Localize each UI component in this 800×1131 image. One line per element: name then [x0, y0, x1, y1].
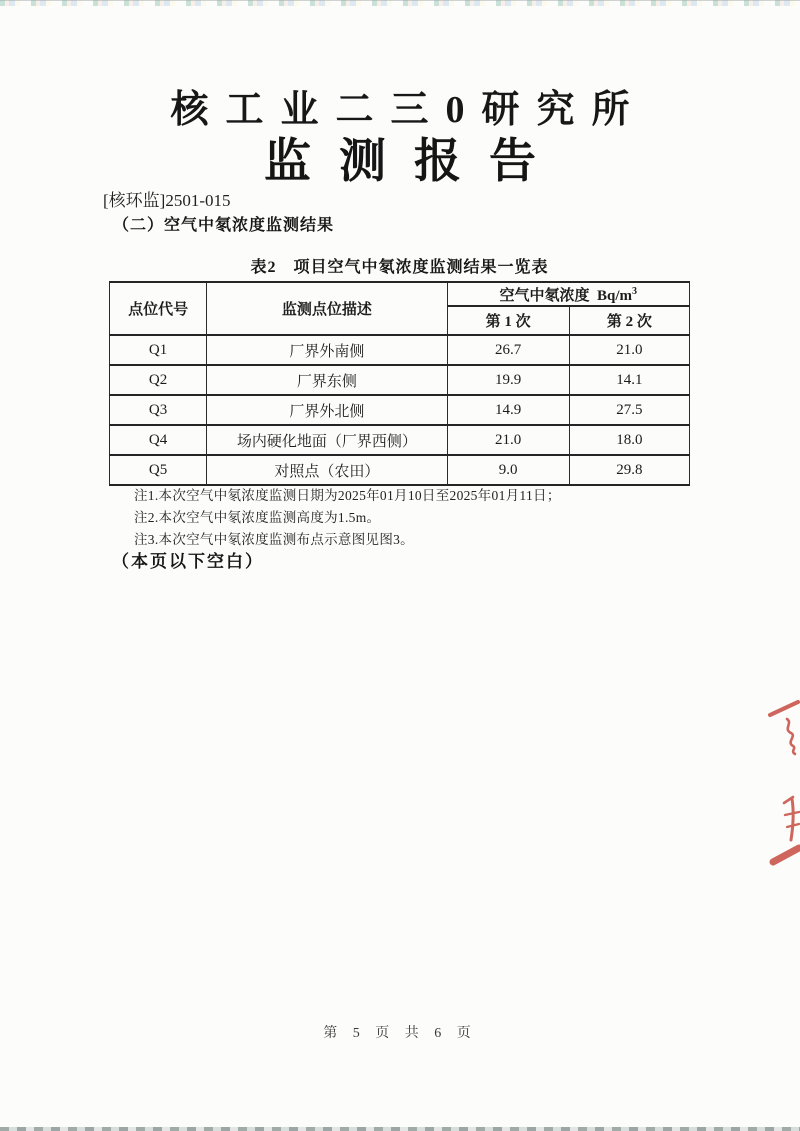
- cell-value-1: 21.0: [447, 425, 569, 455]
- cell-value-2: 27.5: [569, 395, 689, 425]
- note-line: 注2.本次空气中氡浓度监测高度为1.5m。: [134, 510, 381, 525]
- cell-value-2: 14.1: [569, 365, 689, 395]
- results-table: [109, 281, 690, 486]
- red-stamp-fragment: [754, 693, 800, 875]
- group-unit: Bq/m: [597, 287, 633, 304]
- column-header-point-id: 点位代号: [110, 282, 207, 335]
- table-row: [110, 395, 690, 425]
- cell-value-1: 19.9: [447, 365, 569, 395]
- table-row: [110, 455, 690, 485]
- column-header-concentration-group: [447, 282, 689, 306]
- column-header-second-measure: 第 2 次: [569, 306, 689, 335]
- cell-value-2: 21.0: [569, 335, 689, 365]
- table-row: [110, 425, 690, 455]
- cell-point-id: Q1: [110, 335, 207, 365]
- note-line: 注3.本次空气中氡浓度监测布点示意图见图3。: [134, 532, 414, 547]
- column-header-first-measure: 第 1 次: [447, 306, 569, 335]
- cell-value-1: 14.9: [447, 395, 569, 425]
- cell-value-2: 18.0: [569, 425, 689, 455]
- document-number: [核环监]2501-015: [103, 191, 231, 210]
- table-caption: 表2 项目空气中氡浓度监测结果一览表: [250, 259, 549, 276]
- table-notes: [134, 485, 561, 551]
- cell-value-2: 29.8: [569, 455, 689, 485]
- cell-description: 场内硬化地面（厂界西侧）: [207, 425, 447, 455]
- cell-point-id: Q4: [110, 425, 207, 455]
- cell-point-id: Q2: [110, 365, 207, 395]
- cell-value-1: 26.7: [447, 335, 569, 365]
- note-line: 注1.本次空气中氡浓度监测日期为2025年01月10日至2025年01月11日；: [134, 488, 561, 503]
- column-header-description: 监测点位描述: [207, 282, 447, 335]
- scan-edge-strip: [0, 1127, 800, 1131]
- cell-point-id: Q3: [110, 395, 207, 425]
- page-number: 第 5 页 共 6 页: [323, 1026, 477, 1041]
- cell-description: 厂界东侧: [207, 365, 447, 395]
- blank-page-notice: （本页以下空白）: [112, 552, 264, 571]
- table-row: [110, 365, 690, 395]
- cell-description: 对照点（农田）: [207, 455, 447, 485]
- group-unit-superscript: 3: [632, 285, 638, 297]
- cell-description: 厂界外北侧: [207, 395, 447, 425]
- organization-title: 核工业二三0研究所: [170, 89, 647, 131]
- group-label: 空气中氡浓度: [499, 287, 590, 304]
- report-title: 监测报告: [264, 136, 564, 188]
- table-row: [110, 335, 690, 365]
- section-heading: （二）空气中氡浓度监测结果: [113, 217, 335, 234]
- scan-noise-strip: [0, 0, 800, 6]
- cell-value-1: 9.0: [447, 455, 569, 485]
- cell-point-id: Q5: [110, 455, 207, 485]
- cell-description: 厂界外南侧: [207, 335, 447, 365]
